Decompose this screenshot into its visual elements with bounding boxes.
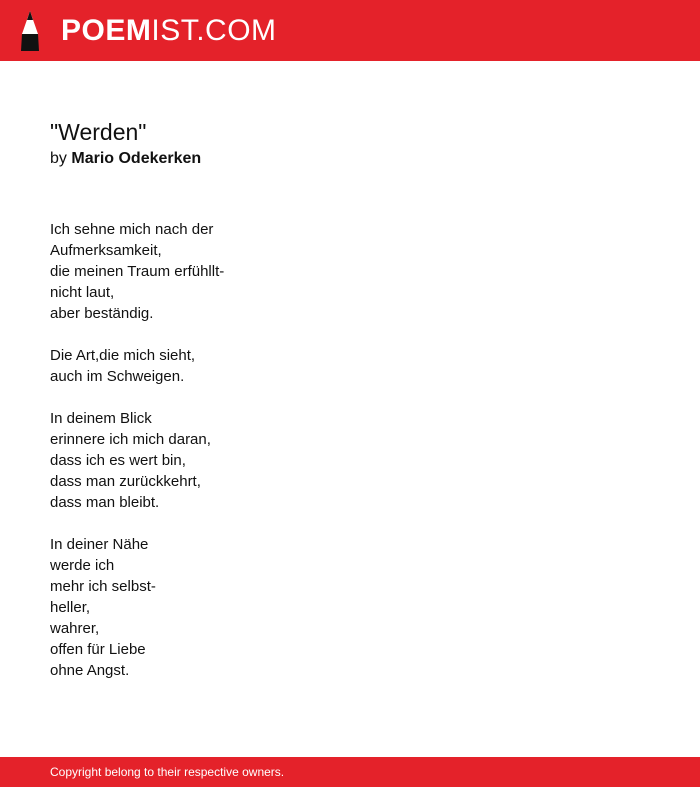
site-footer	[0, 757, 700, 787]
poem-line: Aufmerksamkeit,	[50, 242, 162, 259]
logo-text-light: IST.COM	[151, 14, 277, 47]
poem-line: heller,	[50, 599, 91, 616]
poem-line: Ich sehne mich nach der	[50, 221, 214, 238]
poem-body	[50, 219, 650, 681]
byline	[50, 149, 650, 169]
site-header	[0, 0, 700, 61]
poem-line: offen für Liebe	[50, 641, 146, 658]
poem-line: die meinen Traum erfühllt-	[50, 263, 225, 280]
poem-line: Die Art,die mich sieht,	[50, 347, 196, 364]
by-label: by	[50, 150, 67, 167]
poem-line: dass man zurückkehrt,	[50, 473, 201, 490]
poem-line: ohne Angst.	[50, 662, 130, 679]
poem-line: In deiner Nähe	[50, 536, 149, 553]
logo-text-strong: POEM	[61, 14, 152, 47]
pencil-tip-icon	[17, 10, 43, 52]
poem-line: auch im Schweigen.	[50, 368, 185, 385]
poem-line: wahrer,	[50, 620, 100, 637]
poem-line: dass man bleibt.	[50, 494, 160, 511]
stanza-4	[50, 534, 650, 681]
poem-line: In deinem Blick	[50, 410, 152, 427]
site-logo[interactable]	[17, 10, 277, 52]
stanza-2	[50, 345, 650, 387]
stanza-3	[50, 408, 650, 513]
poem-title: "Werden"	[50, 119, 147, 145]
poem-line: erinnere ich mich daran,	[50, 431, 211, 448]
author-name: Mario Odekerken	[71, 150, 202, 167]
poem-line: mehr ich selbst-	[50, 578, 156, 595]
stanza-1	[50, 219, 650, 324]
poem-line: nicht laut,	[50, 284, 115, 301]
copyright-notice: Copyright belong to their respective owners.	[50, 765, 285, 779]
poem-line: dass ich es wert bin,	[50, 452, 186, 469]
poem-content	[50, 117, 650, 681]
logo-text	[61, 10, 277, 52]
poem-line: aber beständig.	[50, 305, 154, 322]
poem-line: werde ich	[50, 557, 115, 574]
